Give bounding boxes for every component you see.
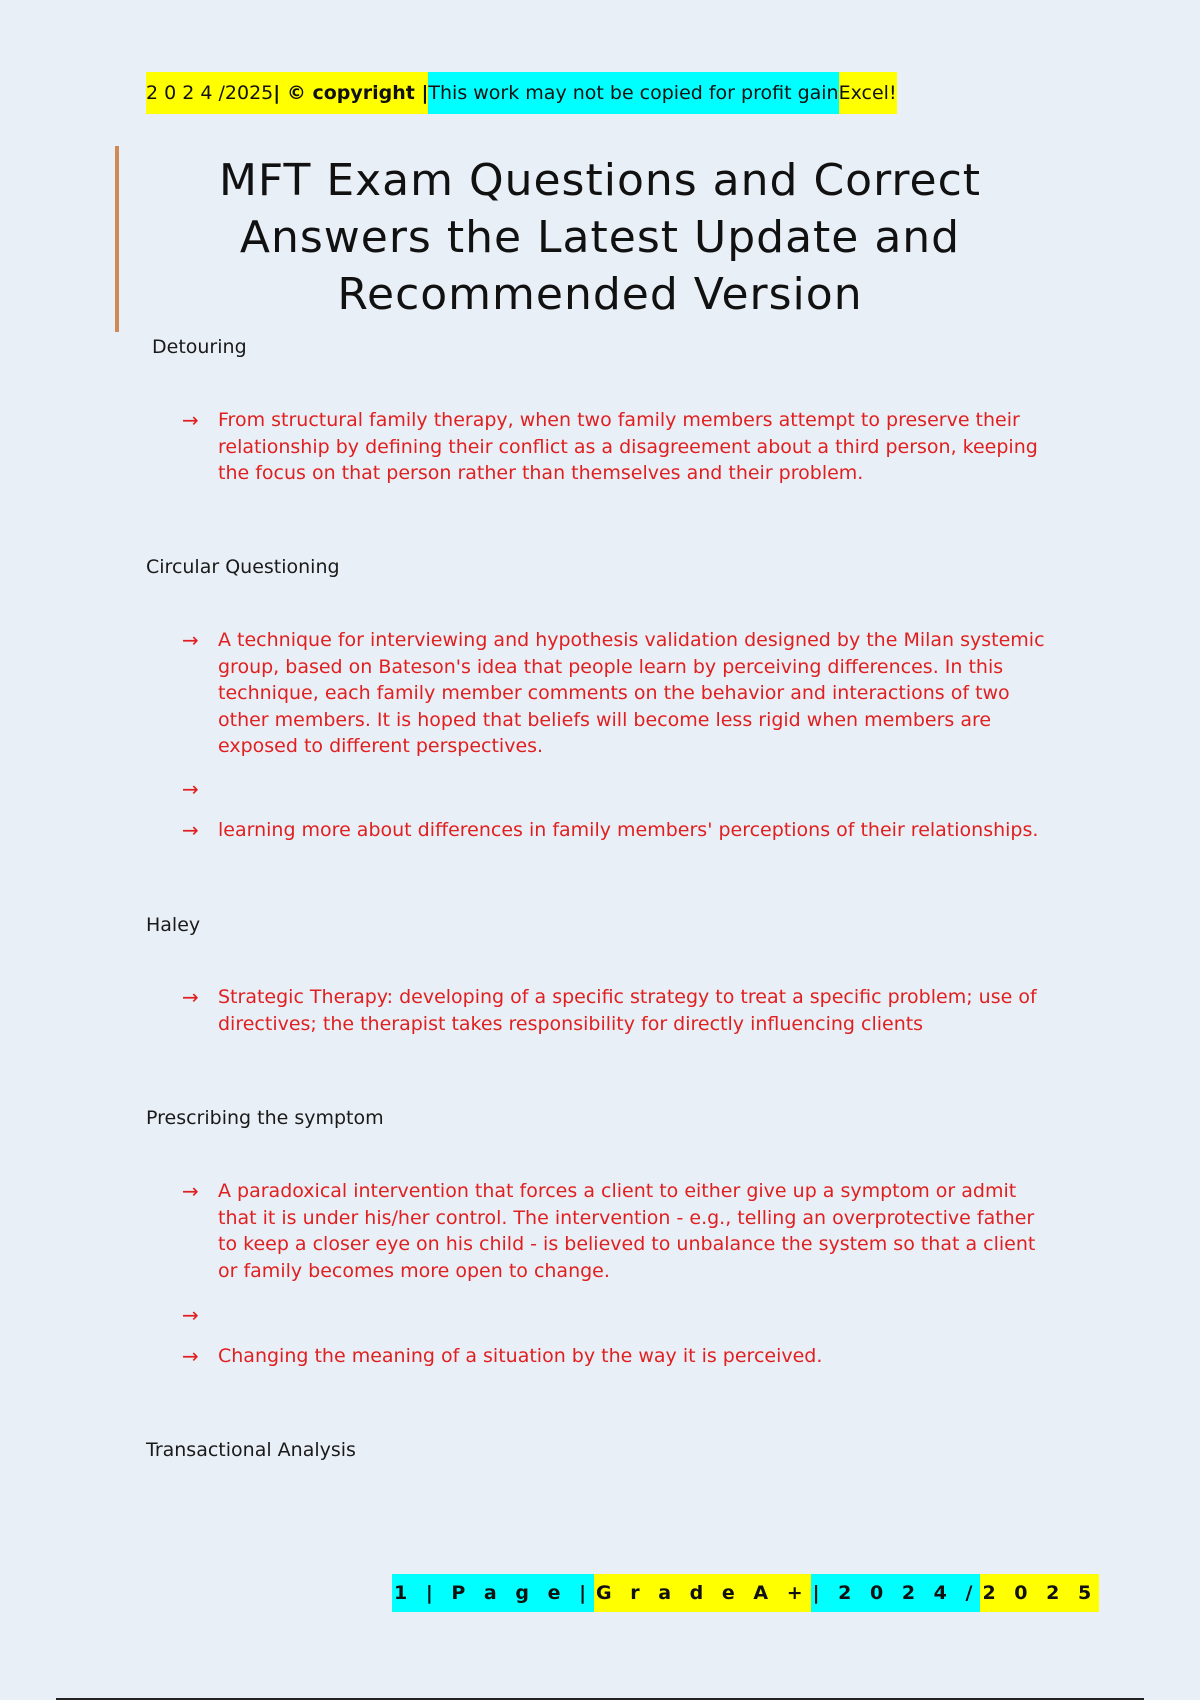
definition-item xyxy=(182,407,1062,487)
definition-item xyxy=(182,1302,1062,1328)
arrow-icon: → xyxy=(182,985,199,1009)
definition-item xyxy=(182,627,1062,760)
definition-list xyxy=(182,1302,1062,1328)
header-copyright: | © copyright | xyxy=(273,72,428,114)
definition-text: A technique for interviewing and hypothesis validation designed by the Milan systemic group, based on Bateson's idea that people learn by perceiving differences. In this technique, each family member comments on the behavior and interactions of two other members. It is hoped that beliefs will become less rigid when members are exposed to different perspectives. xyxy=(218,629,1045,757)
arrow-icon: → xyxy=(182,628,199,652)
term-detouring: Detouring xyxy=(152,336,247,358)
definition-text: Strategic Therapy: developing of a specific strategy to treat a specific problem; use of directives; the therapist takes responsibility for directly influencing clients xyxy=(218,986,1037,1035)
footer-year-1: | 2 0 2 4 / xyxy=(811,1574,981,1612)
definition-text: From structural family therapy, when two family members attempt to preserve their relationship by defining their conflict as a disagreement about a third person, keeping the focus on that person rather than themselves and their problem. xyxy=(218,409,1038,484)
page-footer xyxy=(392,1574,1099,1612)
term-circular-questioning: Circular Questioning xyxy=(146,556,340,578)
title-line-1: MFT Exam Questions and Correct xyxy=(218,155,982,206)
definition-text: learning more about differences in family members' perceptions of their relationships. xyxy=(218,819,1039,841)
arrow-icon: → xyxy=(182,408,199,432)
arrow-icon: → xyxy=(182,777,199,801)
definition-list xyxy=(182,817,1062,844)
definition-item xyxy=(182,776,1062,802)
definition-text xyxy=(218,776,1058,802)
definition-text: A paradoxical intervention that forces a client to either give up a symptom or admit that it is under his/her control. The intervention - e.g., telling an overprotective father to keep a closer eye on his child - is believed to unbalance the system so that a client or family becomes more open to change. xyxy=(218,1180,1036,1282)
arrow-icon: → xyxy=(182,1179,199,1203)
arrow-icon: → xyxy=(182,818,199,842)
footer-grade: G r a d e A + xyxy=(594,1574,811,1612)
header-notice: This work may not be copied for profit gain xyxy=(428,72,838,114)
definition-list xyxy=(182,776,1062,802)
arrow-icon: → xyxy=(182,1344,199,1368)
definition-item xyxy=(182,984,1062,1037)
footer-page: 1 | P a g e | xyxy=(392,1574,594,1612)
definition-list xyxy=(182,1343,1062,1370)
page-title xyxy=(200,152,1000,323)
definition-item xyxy=(182,1178,1062,1284)
footer-year-2: 2 0 2 5 xyxy=(980,1574,1099,1612)
title-line-3: Recommended Version xyxy=(337,269,863,320)
title-accent-bar xyxy=(115,146,119,332)
definition-list xyxy=(182,627,1062,760)
definition-list xyxy=(182,984,1062,1037)
term-haley: Haley xyxy=(146,914,201,936)
header-year: 2 0 2 4 /2025 xyxy=(146,72,273,114)
definition-list xyxy=(182,407,1062,487)
term-transactional-analysis: Transactional Analysis xyxy=(146,1439,356,1461)
definition-list xyxy=(182,1178,1062,1284)
header-excel: Excel! xyxy=(839,72,897,114)
title-line-2: Answers the Latest Update and xyxy=(239,212,961,263)
definition-text xyxy=(218,1302,1058,1328)
term-prescribing-the-symptom: Prescribing the symptom xyxy=(146,1107,384,1129)
definition-text: Changing the meaning of a situation by the way it is perceived. xyxy=(218,1345,823,1367)
definition-item xyxy=(182,1343,1062,1370)
arrow-icon: → xyxy=(182,1303,199,1327)
copyright-header xyxy=(146,72,897,114)
definition-item xyxy=(182,817,1062,844)
